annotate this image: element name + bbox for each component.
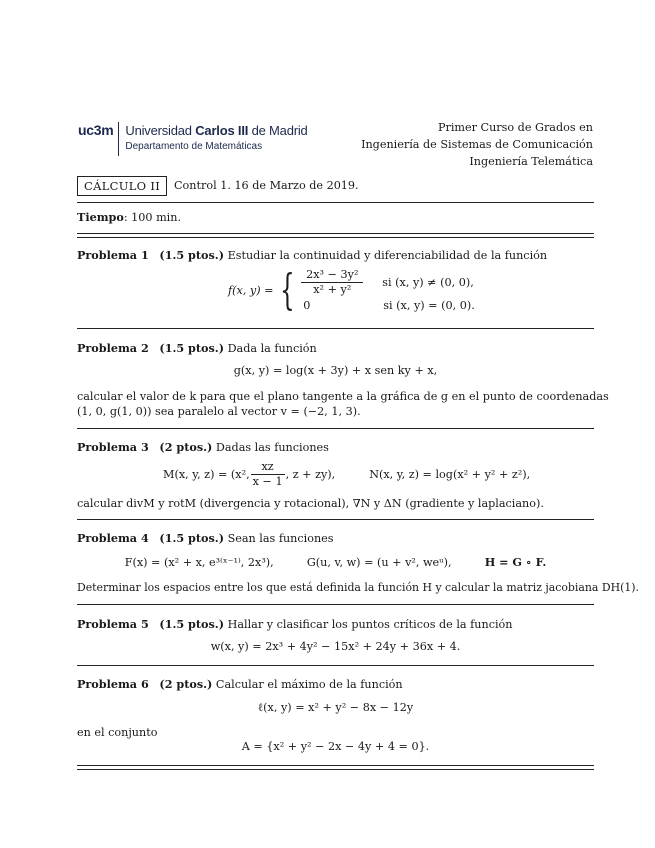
course-info <box>361 119 593 170</box>
problem-2-formula: g(x, y) = log(x + 3y) + x sen ky + x, <box>233 364 438 377</box>
logo-text <box>125 122 307 155</box>
divider <box>77 519 594 520</box>
problem-1-formula: f(x, y) = { $\frac{\text{2x³ − 3y²}}{\text{x² + y²}}$ si (x, y) ≠ (0, 0), 0 si (x, y) = (0, 0). <box>228 265 475 314</box>
divider <box>77 665 594 666</box>
problem-2-text: (1, 0, g(1, 0)) sea paralelo al vector v = (−2, 1, 3). <box>77 405 361 418</box>
divider <box>77 428 594 429</box>
problem-1-heading: Problema 1 (1.5 ptos.) Estudiar la continuidad y diferenciabilidad de la función <box>77 248 548 262</box>
subject-box: CÁLCULO II <box>77 176 167 196</box>
university-logo <box>78 122 308 156</box>
control-date: Control 1. 16 de Marzo de 2019. <box>174 179 359 192</box>
divider <box>77 604 594 605</box>
university-name: Universidad Carlos III de Madrid <box>125 123 308 138</box>
logo-divider <box>118 122 119 156</box>
problem-2-text: calcular el valor de k para que el plano tangente a la gráfica de g en el punto de coordenadas <box>77 390 609 403</box>
department-name: Departamento de Matemáticas <box>125 141 263 152</box>
course-line: Primer Curso de Grados en <box>437 121 593 134</box>
problem-6-formula-set: A = {x² + y² − 2x − 4y + 4 = 0}. <box>241 740 430 753</box>
problem-4-text: Determinar los espacios entre los que está definida la función H y calcular la matriz jacobiana DH(1). <box>77 581 639 594</box>
double-divider <box>77 765 594 770</box>
problem-3-formula: M(x, y, z) = (x², $\frac{xz}{x - 1}$ , z + zy), N(x, y, z) = log(x² + y² + z²), <box>163 460 531 488</box>
course-line: Ingeniería Telemática <box>469 155 593 168</box>
brace: { <box>279 265 295 314</box>
problem-3-text: calcular divM y rotM (divergencia y rotacional), ∇N y ΔN (gradiente y laplaciano). <box>77 497 544 510</box>
course-line: Ingeniería de Sistemas de Comunicación <box>361 138 593 151</box>
exam-time: Tiempo: 100 min. <box>77 210 182 224</box>
problem-6-formula: ℓ(x, y) = x² + y² − 8x − 12y <box>257 701 414 714</box>
uc3m-logo-mark: uc3m <box>78 122 114 138</box>
problem-6-text: en el conjunto <box>77 726 158 739</box>
problem-5-formula: w(x, y) = 2x³ + 4y² − 15x² + 24y + 36x + 4. <box>210 640 461 653</box>
divider <box>77 202 594 203</box>
problem-4-heading: Problema 4 (1.5 ptos.) Sean las funciones <box>77 531 334 545</box>
problem-2-heading: Problema 2 (1.5 ptos.) Dada la función <box>77 341 317 355</box>
problem-3-heading: Problema 3 (2 ptos.) Dadas las funciones <box>77 440 329 454</box>
problem-6-heading: Problema 6 (2 ptos.) Calcular el máximo de la función <box>77 677 403 691</box>
divider <box>77 328 594 329</box>
problem-4-formula: F(x) = (x² + x, e³⁽ˣ⁻¹⁾, 2x³), G(u, v, w) = (u + v², weᵘ), H = G ∘ F. <box>124 555 547 569</box>
double-divider <box>77 233 594 238</box>
problem-5-heading: Problema 5 (1.5 ptos.) Hallar y clasificar los puntos críticos de la función <box>77 617 513 631</box>
